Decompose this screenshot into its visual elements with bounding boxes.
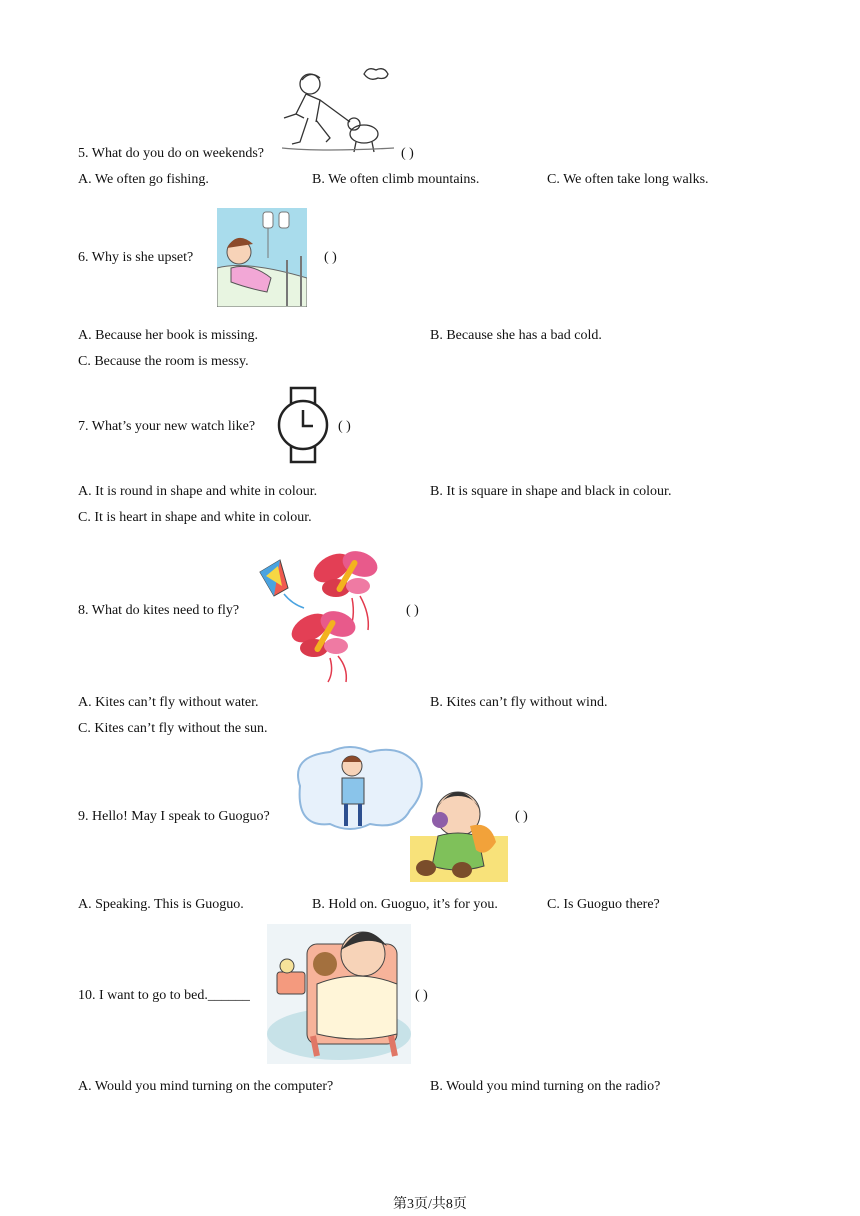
question-9-answer-blank[interactable]: ( ) xyxy=(515,809,528,824)
question-7-option-a: A. It is round in shape and white in colour. xyxy=(78,484,318,499)
question-9-option-c: C. Is Guoguo there? xyxy=(547,897,660,912)
question-10-option-b: B. Would you mind turning on the radio? xyxy=(430,1079,661,1094)
question-6-option-b: B. Because she has a bad cold. xyxy=(430,328,602,343)
question-6-option-a: A. Because her book is missing. xyxy=(78,328,259,343)
question-7-option-b: B. It is square in shape and black in colour. xyxy=(430,484,672,499)
question-5-answer-blank[interactable]: ( ) xyxy=(401,146,414,161)
question-10-prompt: 10. I want to go to bed.______ xyxy=(78,988,250,1003)
question-10-answer-blank[interactable]: ( ) xyxy=(415,988,428,1003)
question-6-prompt: 6. Why is she upset? xyxy=(78,250,194,265)
question-8-option-a: A. Kites can’t fly without water. xyxy=(78,695,259,710)
page-number-footer: 第3页/共8页 xyxy=(393,1197,467,1212)
sick-girl-in-bed-icon xyxy=(217,208,307,307)
question-6-answer-blank[interactable]: ( ) xyxy=(324,250,337,265)
round-watch-icon xyxy=(275,384,331,466)
question-5-option-c: C. We often take long walks. xyxy=(547,172,709,187)
kites-icon xyxy=(256,536,388,686)
question-7-option-c: C. It is heart in shape and white in colour. xyxy=(78,510,312,525)
question-7-prompt: 7. What’s your new watch like? xyxy=(78,419,256,434)
question-8-answer-blank[interactable]: ( ) xyxy=(406,603,419,618)
question-9-option-a: A. Speaking. This is Guoguo. xyxy=(78,897,244,912)
child-sleeping-in-bed-icon xyxy=(267,924,411,1064)
question-8-prompt: 8. What do kites need to fly? xyxy=(78,603,240,618)
question-10-option-a: A. Would you mind turning on the computer? xyxy=(78,1079,334,1094)
question-9-prompt: 9. Hello! May I speak to Guoguo? xyxy=(78,809,270,824)
question-5-prompt: 5. What do you do on weekends? xyxy=(78,146,264,161)
question-5-option-b: B. We often climb mountains. xyxy=(312,172,480,187)
boy-walking-dog-icon xyxy=(282,62,394,158)
question-6-option-c: C. Because the room is messy. xyxy=(78,354,249,369)
phone-call-icon xyxy=(290,746,512,886)
question-8-option-c: C. Kites can’t fly without the sun. xyxy=(78,721,268,736)
question-9-option-b: B. Hold on. Guoguo, it’s for you. xyxy=(312,897,498,912)
question-7-answer-blank[interactable]: ( ) xyxy=(338,419,351,434)
question-5-option-a: A. We often go fishing. xyxy=(78,172,209,187)
question-8-option-b: B. Kites can’t fly without wind. xyxy=(430,695,608,710)
